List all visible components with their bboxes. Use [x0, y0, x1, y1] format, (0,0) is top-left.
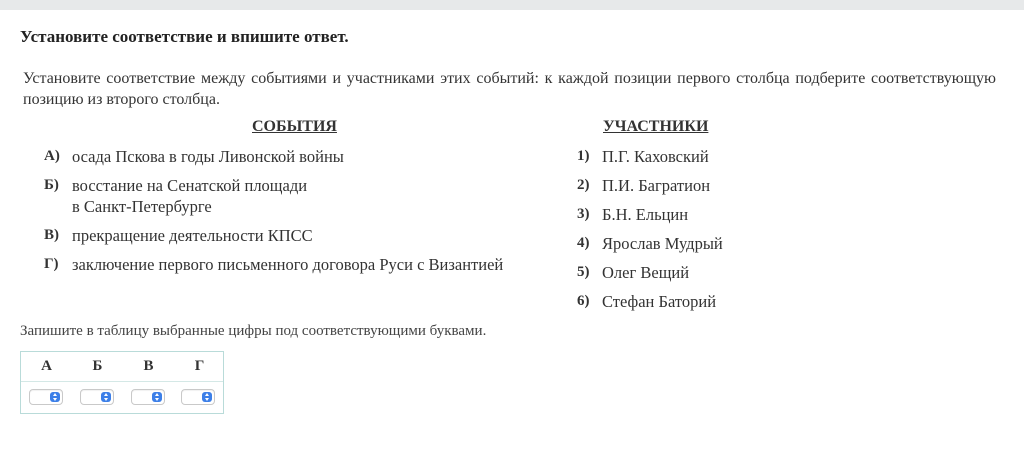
- event-marker: А): [44, 148, 60, 164]
- answer-column-a-label: А: [41, 358, 52, 374]
- events-column-header: СОБЫТИЯ: [252, 118, 337, 135]
- event-text-line-2: в Санкт-Петербурге: [72, 197, 212, 216]
- event-text: заключение первого письменного договора Руси с Византией: [72, 255, 504, 274]
- participant-text: П.Г. Каховский: [602, 147, 709, 166]
- answer-table: [20, 351, 224, 414]
- participant-marker: 5): [577, 264, 590, 280]
- event-marker: Г): [44, 256, 59, 272]
- answer-select-b[interactable]: [80, 389, 114, 405]
- select-arrows-icon: [50, 392, 60, 402]
- participant-marker: 1): [577, 148, 590, 164]
- select-arrows-icon: [202, 392, 212, 402]
- event-marker: Б): [44, 177, 59, 193]
- answer-select-g[interactable]: [181, 389, 215, 405]
- event-text-line-1: восстание на Сенатской площади: [72, 176, 308, 195]
- answer-column-g-label: Г: [194, 358, 205, 374]
- answer-select-a[interactable]: [29, 389, 63, 405]
- event-text: осада Пскова в годы Ливонской войны: [72, 147, 344, 166]
- event-text: прекращение деятельности КПСС: [72, 226, 313, 245]
- select-arrows-icon: [101, 392, 111, 402]
- participant-text: Стефан Баторий: [602, 292, 717, 311]
- participants-column-header: УЧАСТНИКИ: [603, 118, 709, 135]
- participant-text: Б.Н. Ельцин: [602, 205, 689, 224]
- participant-marker: 6): [577, 293, 590, 309]
- select-arrows-icon: [152, 392, 162, 402]
- participant-marker: 3): [577, 206, 590, 222]
- answer-select-v[interactable]: [131, 389, 165, 405]
- participant-text: Ярослав Мудрый: [602, 234, 723, 253]
- participant-text: Олег Вещий: [602, 263, 690, 282]
- answer-table-divider: [21, 381, 223, 382]
- task-heading: Установите соответствие и впишите ответ.: [20, 27, 349, 46]
- participant-marker: 4): [577, 235, 590, 251]
- participant-marker: 2): [577, 177, 590, 193]
- top-bar: [0, 0, 1024, 10]
- task-description: Установите соответствие между событиями и участниками этих событий: к каждой позиции первого столбца подберите соответствующую позицию из второго столбца.: [23, 70, 996, 108]
- answer-column-b-label: Б: [92, 358, 103, 374]
- participant-text: П.И. Багратион: [602, 176, 711, 195]
- answer-instruction: Запишите в таблицу выбранные цифры под соответствующими буквами.: [20, 323, 487, 339]
- answer-column-v-label: В: [143, 358, 154, 374]
- event-marker: В): [44, 227, 59, 243]
